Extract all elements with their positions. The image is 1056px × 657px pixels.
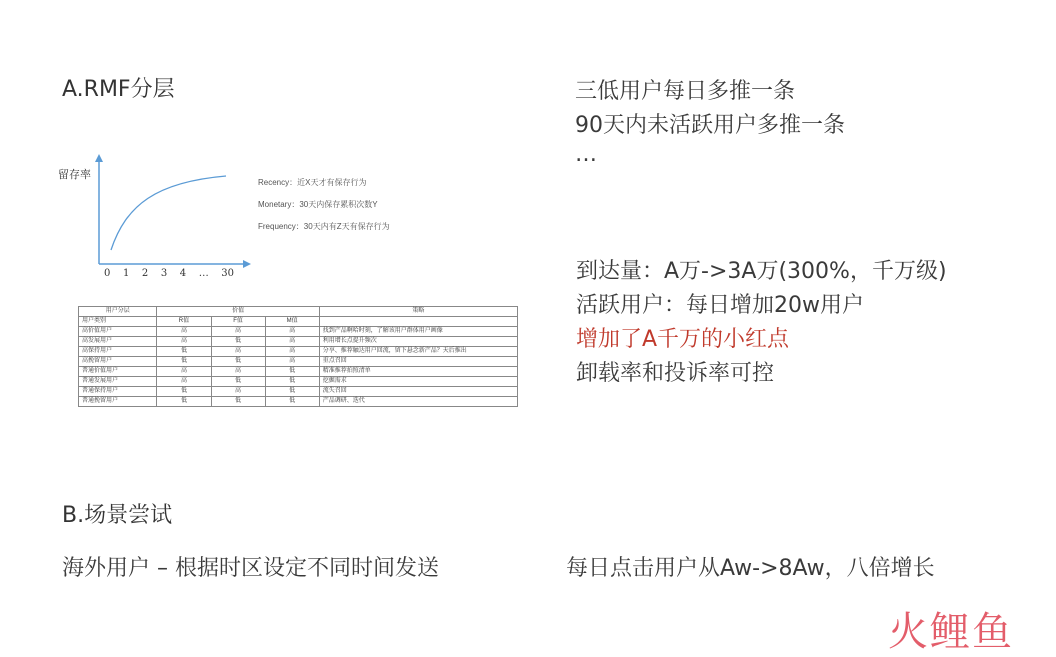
- table-cell: 低: [157, 397, 211, 407]
- table-cell: 高: [157, 337, 211, 347]
- subheader-cell: 用户类别: [79, 317, 157, 327]
- table-cell: 高: [265, 357, 319, 367]
- table-row: [79, 367, 518, 377]
- table-cell: 高: [157, 377, 211, 387]
- table-cell: 低: [211, 357, 265, 367]
- rfm-table-wrap: [78, 306, 518, 407]
- table-cell: 重点召回: [319, 357, 517, 367]
- x-tick: 4: [179, 268, 187, 279]
- table-cell: 普通发展用户: [79, 377, 157, 387]
- result-uninstall: 卸载率和投诉率可控: [576, 361, 775, 386]
- table-cell: 低: [211, 337, 265, 347]
- section-b-title: B.场景尝试: [62, 503, 173, 528]
- table-cell: 低: [157, 357, 211, 367]
- table-subheader-row: [79, 317, 518, 327]
- table-cell: 分享、推荐触达用户回流，留下悬念新产品？天后推出: [319, 347, 517, 357]
- header-cell: 用户分层: [79, 307, 157, 317]
- table-cell: 低: [265, 367, 319, 377]
- subheader-cell: R值: [157, 317, 211, 327]
- result-red-dot: 增加了A千万的小红点: [576, 327, 790, 352]
- table-cell: 普通保持用户: [79, 387, 157, 397]
- push-line-ellipsis: …: [575, 142, 597, 167]
- logo-char: 鲤: [930, 609, 972, 655]
- header-cell: 策略: [319, 307, 517, 317]
- table-row: [79, 357, 518, 367]
- chart-ylabel: 留存率: [58, 168, 91, 181]
- table-row: [79, 337, 518, 347]
- table-cell: 产品调研、迭代: [319, 397, 517, 407]
- table-cell: 高保持用户: [79, 347, 157, 357]
- logo-char: 火: [888, 609, 930, 655]
- x-tick: 30: [221, 268, 234, 279]
- table-cell: 低: [265, 397, 319, 407]
- table-cell: 高: [157, 327, 211, 337]
- table-cell: 高价值用户: [79, 327, 157, 337]
- table-cell: 低: [157, 347, 211, 357]
- scenario-result: 每日点击用户从Aw->8Aw，八倍增长: [566, 556, 935, 581]
- result-reach: 到达量：A万->3A万(300%，千万级): [576, 259, 947, 284]
- rfm-table: [78, 306, 518, 407]
- table-cell: 高: [265, 347, 319, 357]
- table-cell: 高: [265, 337, 319, 347]
- x-tick: 3: [160, 268, 168, 279]
- table-row: [79, 397, 518, 407]
- table-cell: 高: [211, 367, 265, 377]
- table-cell: 找到产品啊哈时刻，了解该用户群体用户画像: [319, 327, 517, 337]
- table-cell: 高: [211, 387, 265, 397]
- table-cell: 普通价值用户: [79, 367, 157, 377]
- x-tick: …: [198, 268, 209, 279]
- retention-chart: [56, 150, 256, 285]
- result-active-users: 活跃用户：每日增加20w用户: [576, 293, 864, 318]
- table-row: [79, 387, 518, 397]
- table-cell: 流失召回: [319, 387, 517, 397]
- push-line-1: 三低用户每日多推一条: [575, 79, 796, 104]
- x-tick: 1: [122, 268, 130, 279]
- table-cell: 低: [211, 377, 265, 387]
- table-cell: 高挽留用户: [79, 357, 157, 367]
- x-axis-arrow: [243, 260, 251, 268]
- monetary-note: Monetary：30天内保存累积次数Y: [258, 200, 378, 209]
- table-cell: 低: [265, 387, 319, 397]
- table-cell: 高发展用户: [79, 337, 157, 347]
- table-cell: 低: [265, 377, 319, 387]
- scenario-overseas: 海外用户 – 根据时区设定不同时间发送: [62, 556, 439, 581]
- table-cell: 精准推荐拍照清单: [319, 367, 517, 377]
- subheader-cell: [319, 317, 517, 327]
- table-cell: 高: [211, 347, 265, 357]
- retention-curve: [111, 176, 226, 250]
- table-cell: 低: [157, 387, 211, 397]
- x-tick: 0: [104, 268, 111, 279]
- x-tick: 2: [141, 268, 149, 279]
- table-row: [79, 327, 518, 337]
- section-a-title: A.RMF分层: [62, 77, 175, 102]
- header-cell: 价值: [157, 307, 319, 317]
- recency-note: Recency：近X天才有保存行为: [258, 178, 367, 187]
- logo-watermark: [888, 600, 1014, 657]
- table-cell: 高: [265, 327, 319, 337]
- frequency-note: Frequency：30天内有Z天有保存行为: [258, 222, 390, 231]
- table-header-row: [79, 307, 518, 317]
- table-cell: 利用增长点提升频次: [319, 337, 517, 347]
- table-cell: 低: [211, 397, 265, 407]
- table-cell: 普通挽留用户: [79, 397, 157, 407]
- subheader-cell: F值: [211, 317, 265, 327]
- table-cell: 高: [211, 327, 265, 337]
- x-tick-labels: [104, 268, 234, 279]
- push-line-2: 90天内未活跃用户多推一条: [575, 113, 845, 138]
- table-row: [79, 377, 518, 387]
- table-cell: 挖掘需求: [319, 377, 517, 387]
- table-cell: 高: [157, 367, 211, 377]
- y-axis-arrow: [95, 154, 103, 162]
- subheader-cell: M值: [265, 317, 319, 327]
- table-row: [79, 347, 518, 357]
- logo-char: 鱼: [972, 609, 1014, 655]
